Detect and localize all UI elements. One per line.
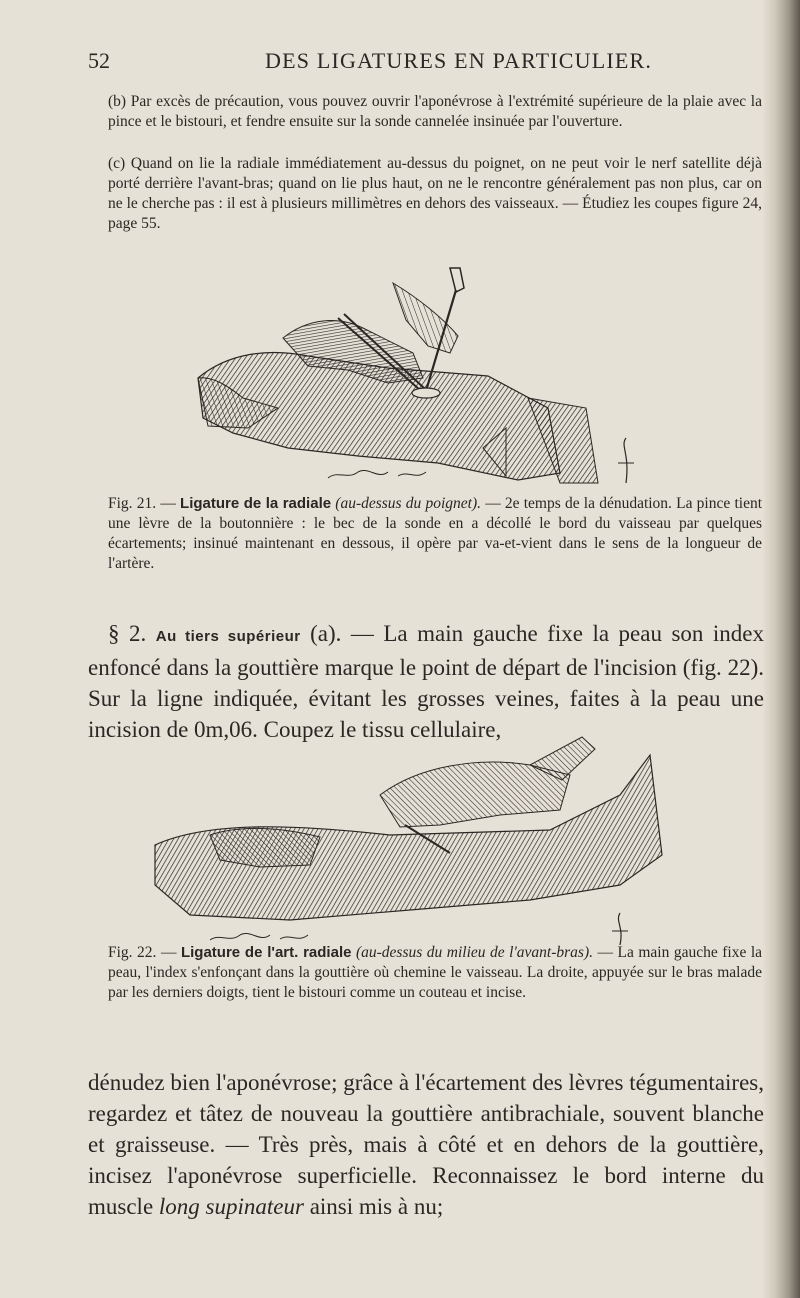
- figure-22-engraving: [150, 735, 665, 945]
- continuation-text: dénudez bien l'aponévrose; grâce à l'écartement des lèvres tégumentaires, regardez et tâtez de nouveau la gouttière antibrachiale, souvent blanche et graisseuse. — Très près, mais à côté et en dehors de la gouttière, incisez l'aponévrose superficielle. Reconnaissez le bord interne du muscle: [88, 1070, 764, 1219]
- figure-21-description: — 2e temps de la dénudation. La pince tient une lèvre de la boutonnière : le bec de la sonde en a décollé le bord du vaisseau par quelques écartements; insinué maintenant en dessous, il opère par va-et-vient dans le sens de la longueur de l'artère.: [108, 495, 762, 572]
- figure-22-title: Ligature de l'art. radiale: [180, 944, 352, 961]
- figure-22-description: — La main gauche fixe la peau, l'index s'enfonçant dans la gouttière où chemine le vaisseau. La droite, appuyée sur le bras malade par les derniers doigts, tient le bistouri comme un couteau et incise.: [108, 944, 763, 1001]
- section-number: § 2.: [108, 621, 156, 646]
- figure-21-label: Fig. 21.: [108, 495, 157, 512]
- page-edge-shadow: [762, 0, 800, 1298]
- footnote-b: (b) Par excès de précaution, vous pouvez ouvrir l'aponévrose à l'extrémité supérieure de la plaie avec la pince et le bistouri, et fendre ensuite sur la sonde cannelée insinuée par l'ouverture.: [108, 93, 762, 130]
- footnote-c: (c) Quand on lie la radiale immédiatement au-dessus du poignet, on ne peut voir le nerf satellite déjà porté derrière l'avant-bras; quand on lie plus haut, on ne le rencontre généralement pas non plus, car on ne le cherche pas : il est à plusieurs millimètres en dehors des vaisseaux. — Étudiez les coupes figure 24, page 55.: [108, 155, 762, 232]
- running-title: DES LIGATURES EN PARTICULIER.: [265, 48, 653, 73]
- figure-21-engraving: [188, 258, 648, 494]
- figure-21-location: (au-dessus du poignet).: [335, 495, 482, 512]
- figure-22-dash: —: [156, 944, 181, 961]
- figure-21-caption: [108, 494, 762, 574]
- continuation-paragraph: [88, 1067, 764, 1222]
- figure-21-title: Ligature de la radiale: [180, 495, 332, 512]
- figure-22-label: Fig. 22.: [108, 944, 157, 961]
- muscle-name: long supinateur: [158, 1194, 304, 1219]
- page-header: [0, 46, 770, 76]
- section-heading: Au tiers supérieur: [155, 628, 301, 645]
- section-2-paragraph: [88, 618, 764, 745]
- continuation-end: ainsi mis à nu;: [303, 1194, 444, 1219]
- figure-21-dash: —: [156, 495, 181, 512]
- figure-22-caption: [108, 943, 762, 1003]
- section-body-text: — La main gauche fixe la peau son index enfoncé dans la gouttière marque le point de départ de l'incision (fig. 22). Sur la ligne indiquée, évitant les grosses veines, faites à la peau une incision de 0m,06. Coupez le tissu cellulaire,: [88, 621, 764, 742]
- section-note-ref: (a).: [300, 621, 342, 646]
- figure-22-location: (au-dessus du milieu de l'avant-bras).: [355, 944, 593, 961]
- page-number: 52: [88, 48, 110, 73]
